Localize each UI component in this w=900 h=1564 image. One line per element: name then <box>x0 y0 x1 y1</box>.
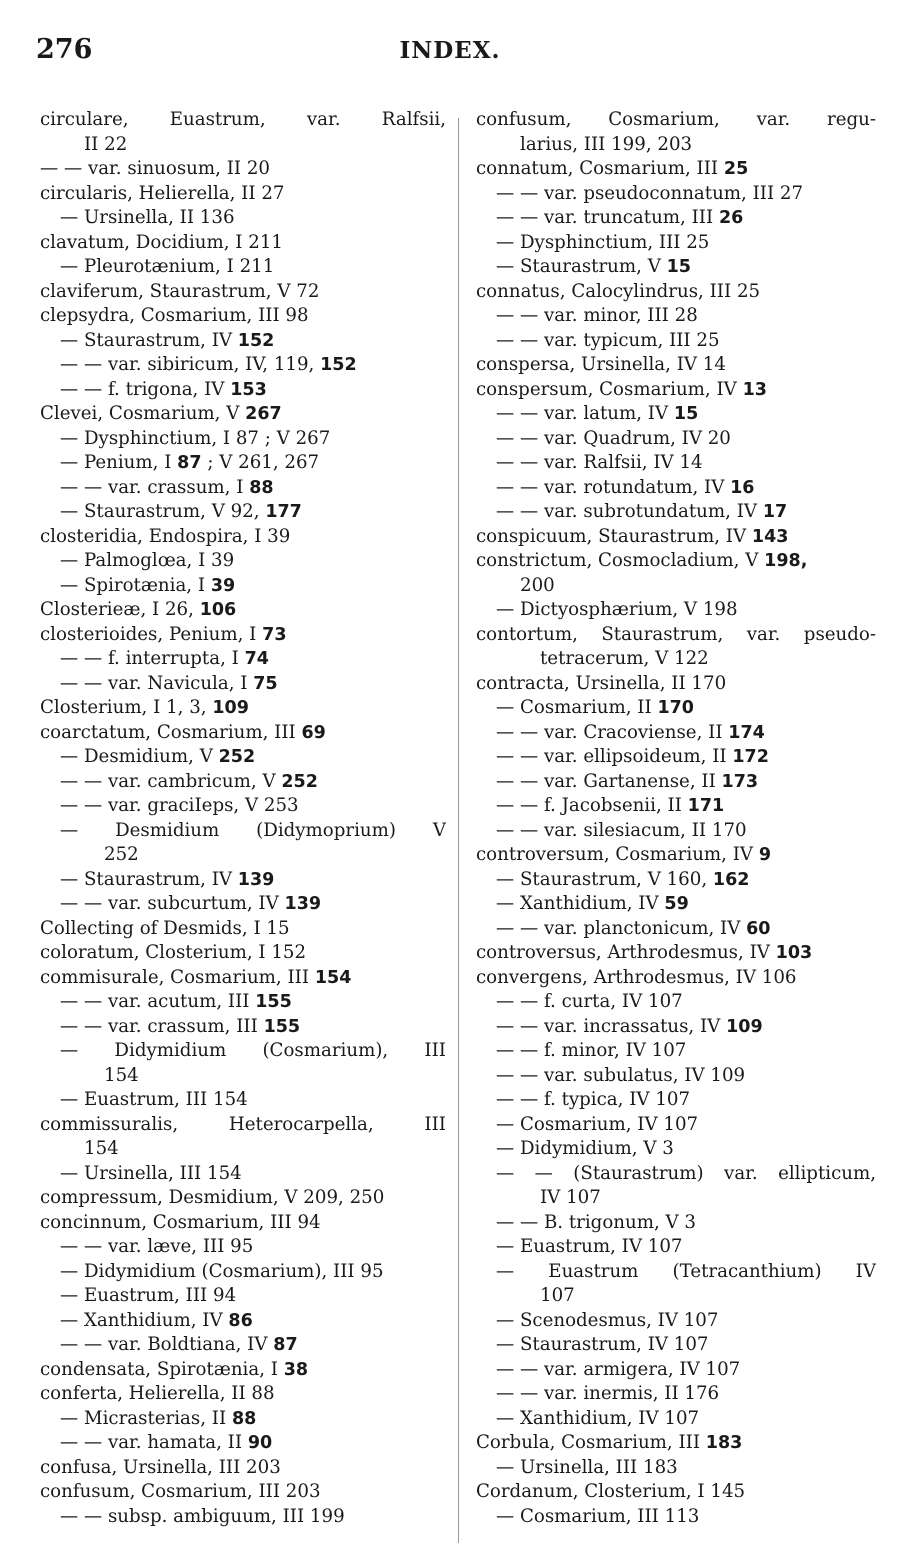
entry-text: — Penium, I <box>60 452 178 473</box>
entry-bold-page: 155 <box>255 992 292 1012</box>
entry-text: coloratum, Closterium, I 152 <box>40 942 307 963</box>
index-entry <box>476 868 876 893</box>
entry-text: convergens, Arthrodesmus, IV 106 <box>476 966 797 988</box>
entry-text: — — var. armigera, IV 107 <box>496 1358 741 1380</box>
index-entry <box>476 819 876 844</box>
entry-continuation: 107 <box>540 1285 575 1306</box>
entry-bold-page: 26 <box>718 208 744 228</box>
entry-text: — — f. curta, IV 107 <box>496 991 683 1012</box>
index-entry <box>40 1309 446 1334</box>
entry-bold-page: 183 <box>705 1433 743 1453</box>
entry-text: — — var. acutum, III <box>60 991 256 1012</box>
entry-text-after: ; V 261, 267 <box>201 452 320 473</box>
index-entry <box>40 990 446 1015</box>
entry-text: Closterieæ, I 26, <box>40 599 200 620</box>
index-entry <box>40 1480 446 1505</box>
entry-text: — — var. pseudoconnatum, III 27 <box>496 182 804 204</box>
index-entry <box>40 1039 446 1088</box>
index-entry <box>476 1235 876 1260</box>
index-entry <box>40 108 446 157</box>
running-head: INDEX. <box>399 37 501 64</box>
index-entry <box>40 304 446 329</box>
entry-text: — Dysphinctium, I 87 ; V 267 <box>60 427 331 449</box>
index-entry <box>476 745 876 770</box>
entry-bold-page: 252 <box>218 747 256 767</box>
index-entry <box>40 1431 446 1456</box>
entry-text: — — var. hamata, II <box>60 1432 248 1453</box>
entry-bold-page: 87 <box>273 1335 298 1355</box>
index-entry <box>40 868 446 893</box>
index-entry <box>40 549 446 574</box>
entry-text: — Micrasterias, II <box>60 1407 232 1429</box>
entry-text: constrictum, Cosmocladium, V <box>476 550 765 571</box>
index-entry <box>40 623 446 648</box>
index-entry <box>40 1113 446 1162</box>
entry-bold-page: 174 <box>728 722 765 743</box>
entry-text: controversum, Cosmarium, IV <box>476 844 759 865</box>
index-entry <box>40 231 446 256</box>
entry-text: confusum, Cosmarium, var. regu- <box>476 109 876 130</box>
index-entry <box>476 1456 876 1481</box>
index-entry <box>476 476 876 501</box>
entry-text: — Staurastrum, V 160, <box>496 868 713 890</box>
index-entry <box>476 1309 876 1334</box>
entry-bold-page: 155 <box>263 1016 301 1037</box>
index-entry <box>40 378 446 403</box>
entry-text: — — var. subcurtum, IV <box>60 893 285 914</box>
entry-text: — Didymidium (Cosmarium), III <box>60 1040 446 1061</box>
entry-text: — Xanthidium, IV 107 <box>496 1407 700 1429</box>
entry-bold-page: 69 <box>301 722 326 743</box>
entry-text: — Dysphinctium, III 25 <box>496 231 710 253</box>
entry-text: — — var. læve, III 95 <box>60 1236 254 1257</box>
index-entry <box>476 206 876 231</box>
index-entry <box>40 280 446 305</box>
entry-bold-page: 38 <box>283 1359 309 1380</box>
entry-text: coarctatum, Cosmarium, III <box>40 721 302 743</box>
index-entry <box>476 941 876 966</box>
entry-continuation: larius, III 199, 203 <box>520 133 693 155</box>
entry-bold-page: 86 <box>228 1310 253 1331</box>
index-entry <box>476 549 876 598</box>
index-entry <box>40 1260 446 1285</box>
entry-text: — — var. truncatum, III <box>496 207 719 228</box>
entry-text: — — var. Quadrum, IV 20 <box>496 427 731 449</box>
entry-text: — Ursinella, III 183 <box>496 1456 678 1478</box>
index-entry <box>476 500 876 525</box>
index-entry <box>40 745 446 770</box>
index-entry <box>476 1407 876 1432</box>
entry-text: confusa, Ursinella, III 203 <box>40 1456 281 1478</box>
entry-text: — Didymidium (Cosmarium), III 95 <box>60 1260 384 1282</box>
entry-text: — — var. planctonicum, IV <box>496 917 747 939</box>
index-entry <box>40 794 446 819</box>
entry-text: — Cosmarium, IV 107 <box>496 1113 699 1135</box>
entry-text: — Euastrum, III 94 <box>60 1285 237 1306</box>
index-entry <box>40 182 446 207</box>
index-entry <box>476 892 876 917</box>
page-number: 276 <box>36 34 93 65</box>
entry-text: — — f. interrupta, I <box>60 648 245 669</box>
entry-text: — Spirotænia, I <box>60 574 211 596</box>
index-entry <box>476 1382 876 1407</box>
entry-bold-page: 173 <box>721 771 759 792</box>
index-entry <box>476 1015 876 1040</box>
entry-continuation: 154 <box>84 1138 119 1159</box>
entry-bold-page: 154 <box>314 967 352 988</box>
entry-text: commissuralis, Heterocarpella, III <box>40 1113 446 1135</box>
entry-text: — — var. silesiacum, II 170 <box>496 819 747 841</box>
index-entry <box>40 917 446 942</box>
index-entry <box>476 1162 876 1211</box>
index-entry <box>40 402 446 427</box>
index-entry <box>476 990 876 1015</box>
entry-text: — Staurastrum, IV 107 <box>496 1334 709 1355</box>
entry-text: commisurale, Cosmarium, III <box>40 966 315 988</box>
entry-text: — — var. rotundatum, IV <box>496 476 731 498</box>
entry-text: — — var. Ralfsii, IV 14 <box>496 452 703 473</box>
entry-text: — — var. inermis, II 176 <box>496 1383 720 1404</box>
index-entry <box>40 1382 446 1407</box>
entry-text: claviferum, Staurastrum, V 72 <box>40 280 320 302</box>
entry-text: — Xanthidium, IV <box>496 893 665 914</box>
entry-text: — — f. Jacobsenii, II <box>496 795 688 816</box>
entry-text: — — f. trigona, IV <box>60 378 231 400</box>
entry-text: — Euastrum, III 154 <box>60 1089 248 1110</box>
entry-text: — Ursinella, II 136 <box>60 207 235 228</box>
entry-text: — Pleurotænium, I 211 <box>60 256 275 277</box>
entry-bold-page: 13 <box>742 379 767 400</box>
index-entry <box>40 476 446 501</box>
index-entry <box>40 941 446 966</box>
entry-bold-page: 75 <box>253 673 278 694</box>
index-entry <box>40 1456 446 1481</box>
index-entry <box>476 304 876 329</box>
entry-bold-page: 39 <box>210 575 236 596</box>
column-divider <box>458 118 459 1543</box>
entry-text: — Dictyosphærium, V 198 <box>496 599 738 620</box>
index-entry <box>40 1088 446 1113</box>
entry-text: — — var. minor, III 28 <box>496 305 698 326</box>
index-entry <box>40 672 446 697</box>
index-entry <box>476 1088 876 1113</box>
entry-bold-page: 172 <box>732 747 769 767</box>
entry-bold-page: 109 <box>726 1016 763 1037</box>
entry-text: — Euastrum, IV 107 <box>496 1236 683 1257</box>
entry-text: — — var. sibiricum, IV, 119, <box>60 354 321 375</box>
entry-text: connatus, Calocylindrus, III 25 <box>476 280 761 302</box>
index-entry <box>476 329 876 354</box>
entry-text: conspersa, Ursinella, IV 14 <box>476 354 726 375</box>
entry-bold-page: 88 <box>231 1408 257 1429</box>
index-entry <box>476 770 876 795</box>
entry-text: — — var. ellipsoideum, II <box>496 746 733 767</box>
entry-text: — Desmidium, V <box>60 746 219 767</box>
entry-text: — Desmidium (Didymoprium) V <box>60 819 446 841</box>
index-entry <box>476 231 876 256</box>
entry-bold-page: 15 <box>673 404 699 424</box>
index-entry <box>476 1333 876 1358</box>
index-entry <box>476 157 876 182</box>
index-column-right <box>476 108 876 1529</box>
entry-text: — — f. minor, IV 107 <box>496 1040 687 1061</box>
index-entry <box>40 1333 446 1358</box>
entry-text: — Staurastrum, IV <box>60 868 238 890</box>
index-entry <box>476 794 876 819</box>
entry-bold-page: 139 <box>284 894 322 914</box>
entry-text: circularis, Helierella, II 27 <box>40 182 285 204</box>
index-entry <box>476 1358 876 1383</box>
index-entry <box>40 500 446 525</box>
entry-text: circulare, Euastrum, var. Ralfsii, <box>40 109 446 130</box>
index-entry <box>40 157 446 182</box>
index-entry <box>40 1015 446 1040</box>
entry-text: — Staurastrum, IV <box>60 329 238 351</box>
index-entry <box>40 525 446 550</box>
index-entry <box>40 427 446 452</box>
entry-continuation: IV 107 <box>540 1187 601 1208</box>
entry-text: — — var. Boldtiana, IV <box>60 1334 274 1355</box>
entry-bold-page: 103 <box>775 943 813 963</box>
entry-text: — Staurastrum, V 92, <box>60 501 266 522</box>
entry-text: — Ursinella, III 154 <box>60 1162 242 1184</box>
index-entry <box>40 1235 446 1260</box>
index-entry <box>476 917 876 942</box>
index-entry <box>476 353 876 378</box>
entry-text: connatum, Cosmarium, III <box>476 158 724 179</box>
index-entry <box>40 696 446 721</box>
index-entry <box>476 182 876 207</box>
entry-text: conspicuum, Staurastrum, IV <box>476 525 752 547</box>
entry-text: conspersum, Cosmarium, IV <box>476 378 743 400</box>
index-entry <box>40 647 446 672</box>
entry-text: — — var. subrotundatum, IV <box>496 501 763 522</box>
index-entry <box>476 427 876 452</box>
entry-text: — — var. Gartanense, II <box>496 770 722 792</box>
entry-bold-page: 143 <box>751 526 789 547</box>
entry-text: conferta, Helierella, II 88 <box>40 1383 275 1404</box>
entry-text: — — var. Cracoviense, II <box>496 721 729 743</box>
index-entry <box>476 108 876 157</box>
entry-text: closteridia, Endospira, I 39 <box>40 525 291 547</box>
entry-bold-page: 25 <box>723 159 749 179</box>
entry-bold-page: 15 <box>666 257 691 277</box>
entry-bold-page: 139 <box>237 869 275 890</box>
entry-text: — — var. latum, IV <box>496 403 674 424</box>
index-entry <box>40 1211 446 1236</box>
entry-bold-page: 16 <box>730 477 755 498</box>
entry-text: — Cosmarium, II <box>496 697 658 718</box>
index-entry <box>476 1137 876 1162</box>
index-entry <box>476 378 876 403</box>
index-entry <box>476 1505 876 1530</box>
index-entry <box>40 721 446 746</box>
entry-bold-page: 106 <box>199 600 237 620</box>
entry-text: concinnum, Cosmarium, III 94 <box>40 1211 321 1233</box>
entry-text: — — var. crassum, I <box>60 476 250 498</box>
entry-text: — — var. graciIeps, V 253 <box>60 795 299 816</box>
entry-bold-page: 60 <box>746 918 771 939</box>
entry-bold-page: 267 <box>245 404 282 424</box>
index-entry <box>40 1505 446 1530</box>
entry-text: — — var. Navicula, I <box>60 672 254 694</box>
index-entry <box>40 770 446 795</box>
index-entry <box>476 966 876 991</box>
index-entry <box>40 353 446 378</box>
entry-text: Clevei, Cosmarium, V <box>40 403 246 424</box>
entry-text: — — f. typica, IV 107 <box>496 1089 691 1110</box>
index-entry <box>476 672 876 697</box>
entry-text: controversus, Arthrodesmus, IV <box>476 942 776 963</box>
index-entry <box>476 843 876 868</box>
entry-text: — — (Staurastrum) var. ellipticum, <box>496 1162 876 1184</box>
entry-continuation: II 22 <box>84 133 128 155</box>
entry-bold-page: 59 <box>664 894 689 914</box>
entry-bold-page: 171 <box>687 796 725 816</box>
index-entry <box>476 1211 876 1236</box>
entry-text: — Euastrum (Tetracanthium) IV <box>496 1260 876 1282</box>
index-entry <box>476 721 876 746</box>
index-entry <box>476 1431 876 1456</box>
entry-text: — — B. trigonum, V 3 <box>496 1211 697 1233</box>
entry-text: — Palmoglœa, I 39 <box>60 550 235 571</box>
entry-bold-page: 74 <box>244 649 269 669</box>
index-entry <box>476 598 876 623</box>
entry-bold-page: 9 <box>758 845 771 865</box>
index-entry <box>476 696 876 721</box>
entry-continuation: tetracerum, V 122 <box>540 648 709 669</box>
entry-text: — — var. typicum, III 25 <box>496 329 720 351</box>
index-entry <box>40 892 446 917</box>
entry-text: Corbula, Cosmarium, III <box>476 1432 706 1453</box>
entry-bold-page: 170 <box>657 698 694 718</box>
entry-bold-page: 73 <box>262 624 287 645</box>
entry-bold-page: 87 <box>177 453 202 473</box>
index-entry <box>476 280 876 305</box>
entry-text: Cordanum, Closterium, I 145 <box>476 1481 746 1502</box>
entry-bold-page: 109 <box>212 698 249 718</box>
index-entry <box>476 1480 876 1505</box>
entry-text: — Staurastrum, V <box>496 256 667 277</box>
entry-text: — — var. incrassatus, IV <box>496 1015 727 1037</box>
index-entry <box>40 1407 446 1432</box>
index-entry <box>40 329 446 354</box>
entry-text: — Cosmarium, III 113 <box>496 1505 700 1527</box>
index-entry <box>40 598 446 623</box>
index-entry <box>476 1113 876 1138</box>
entry-text: Collecting of Desmids, I 15 <box>40 917 290 939</box>
index-entry <box>40 451 446 476</box>
entry-bold-page: 252 <box>281 771 318 792</box>
index-entry <box>40 966 446 991</box>
entry-text: — — subsp. ambiguum, III 199 <box>60 1505 345 1527</box>
index-entry <box>40 574 446 599</box>
entry-text: clepsydra, Cosmarium, III 98 <box>40 305 309 326</box>
entry-text: — Xanthidium, IV <box>60 1309 229 1331</box>
index-column-left <box>40 108 446 1529</box>
entry-text: closterioides, Penium, I <box>40 623 263 645</box>
index-entry <box>476 525 876 550</box>
entry-bold-page: 88 <box>249 477 274 498</box>
entry-text: — — var. cambricum, V <box>60 770 282 792</box>
index-entry <box>476 1039 876 1064</box>
entry-text: Closterium, I 1, 3, <box>40 697 213 718</box>
index-entry <box>476 451 876 476</box>
index-entry <box>476 623 876 672</box>
index-entry <box>40 1358 446 1383</box>
entry-bold-page: 153 <box>230 379 267 400</box>
entry-bold-page: 152 <box>237 330 275 351</box>
entry-text: compressum, Desmidium, V 209, 250 <box>40 1187 385 1208</box>
entry-bold-page: 177 <box>265 502 302 522</box>
entry-continuation: 154 <box>104 1064 139 1086</box>
index-entry <box>476 1064 876 1089</box>
index-entry <box>40 1162 446 1187</box>
index-entry <box>476 1260 876 1309</box>
index-entry <box>476 255 876 280</box>
entry-text: — Scenodesmus, IV 107 <box>496 1309 719 1331</box>
entry-continuation: 200 <box>520 574 555 596</box>
entry-text: condensata, Spirotænia, I <box>40 1358 284 1380</box>
entry-text: contracta, Ursinella, II 170 <box>476 672 727 694</box>
entry-text: — — var. subulatus, IV 109 <box>496 1064 746 1086</box>
entry-text: confusum, Cosmarium, III 203 <box>40 1481 321 1502</box>
index-entry <box>476 402 876 427</box>
index-entry <box>40 255 446 280</box>
index-entry <box>40 819 446 868</box>
entry-continuation: 252 <box>104 844 139 865</box>
index-entry <box>40 1284 446 1309</box>
entry-bold-page: 152 <box>320 355 357 375</box>
entry-text: contortum, Staurastrum, var. pseudo- <box>476 623 876 645</box>
entry-text: clavatum, Docidium, I 211 <box>40 231 283 253</box>
entry-bold-page: 90 <box>247 1433 273 1453</box>
entry-bold-page: 17 <box>762 502 788 522</box>
index-entry <box>40 206 446 231</box>
entry-text: — Didymidium, V 3 <box>496 1138 674 1159</box>
entry-text: — — var. sinuosum, II 20 <box>40 158 270 179</box>
index-entry <box>40 1186 446 1211</box>
entry-text: — — var. crassum, III <box>60 1015 264 1037</box>
entry-bold-page: 162 <box>712 869 750 890</box>
entry-bold-page: 198, <box>764 551 808 571</box>
